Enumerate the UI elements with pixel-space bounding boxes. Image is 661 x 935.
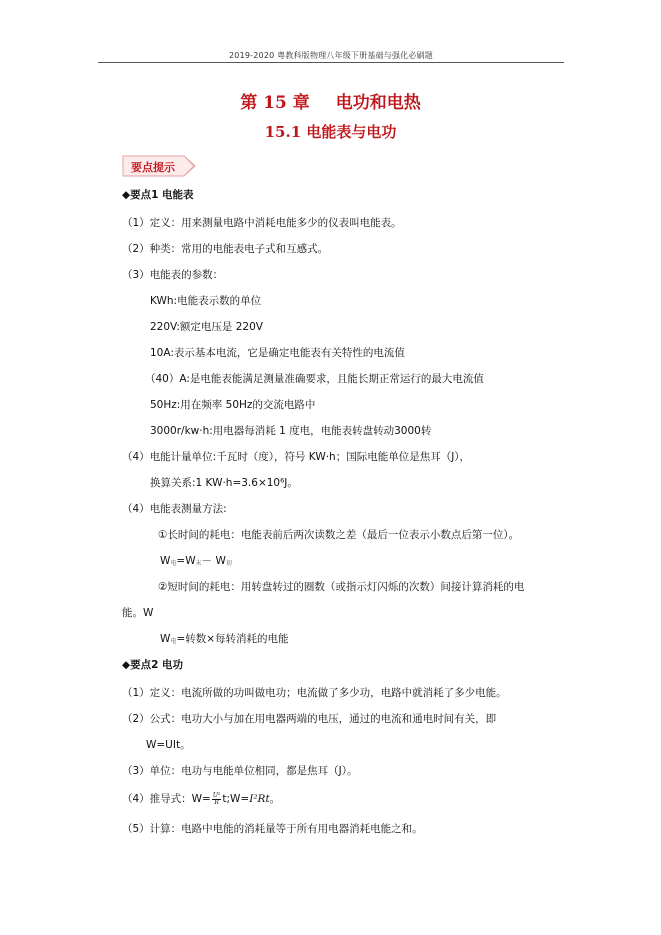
chapter-number: 第 15 章 [240, 93, 310, 113]
param-revolutions: 3000r/kw·h:用电器每消耗 1 度电，电能表转盘转动3000转 [150, 425, 432, 437]
point2-formula: W=UIt。 [146, 739, 191, 751]
point2-definition: （1）定义：电流所做的功叫做电功；电流做了多少功，电路中就消耗了多少电能。 [122, 687, 507, 699]
point2-heading: ◆要点2 电功 [122, 659, 184, 671]
method-short-time-cont: 能。W [122, 607, 154, 619]
method-long-time: ①长时间的耗电：电能表前后两次读数之差（最后一位表示小数点后第一位）。 [158, 529, 520, 541]
formula-difference: W电=W末－ W初 [160, 555, 232, 567]
fraction: $\frac{\text{U²}}{R}$ [212, 791, 221, 806]
param-current: 10A:表示基本电流，它是确定电能表有关特性的电流值 [150, 347, 405, 359]
point2-calc: （5）计算：电路中电能的消耗量等于所有用电器消耗电能之和。 [122, 823, 423, 835]
param-max-current: （40）A:是电能表能满足测量准确要求，且能长期正常运行的最大电流值 [145, 373, 484, 385]
section-title: 15.1 电能表与电功 [264, 123, 397, 141]
point2-formula-text: （2）公式：电功大小与加在用电器两端的电压，通过的电流和通电时间有关，即 [122, 713, 497, 725]
point1-heading: ◆要点1 电能表 [122, 189, 194, 201]
param-frequency: 50Hz:用在频率 50Hz的交流电路中 [150, 399, 316, 411]
tag-label: 要点提示 [131, 161, 175, 174]
chapter-name: 电功和电热 [335, 93, 421, 113]
method-short-time: ②短时间的耗电：用转盘转过的圈数（或指示灯闪烁的次数）间接计算消耗的电 [158, 581, 525, 593]
chapter-title [0, 88, 661, 113]
unit-line-1: （4）电能计量单位:千瓦时（度），符号 KW·h；国际电能单位是焦耳（J）， [122, 451, 471, 463]
point1-types: （2）种类：常用的电能表电子式和互感式。 [122, 243, 329, 255]
point1-definition: （1）定义：用来测量电路中消耗电能多少的仪表叫电能表。 [122, 217, 402, 229]
formula-revolutions: W电=转数×每转消耗的电能 [160, 633, 289, 645]
point1-params-heading: （3）电能表的参数： [122, 269, 224, 281]
unit-line-2: 换算关系:1 KW·h=3.6×10⁶J。 [150, 477, 298, 489]
param-voltage: 220V:额定电压是 220V [150, 321, 263, 333]
param-kwh: KWh:电能表示数的单位 [150, 295, 262, 307]
point2-unit: （3）单位：电功与电能单位相同，都是焦耳（J）。 [122, 765, 358, 777]
key-points-tag [122, 155, 198, 177]
method-heading: （4）电能表测量方法: [122, 503, 227, 515]
point2-derived: （4）推导式：W= $\frac{\text{U²}}{R}$ t;W=I²Rt。 [122, 791, 281, 806]
header-rule [98, 62, 564, 63]
page-header: 2019-2020 粤教科版物理八年级下册基础与强化必刷题 [229, 51, 433, 60]
